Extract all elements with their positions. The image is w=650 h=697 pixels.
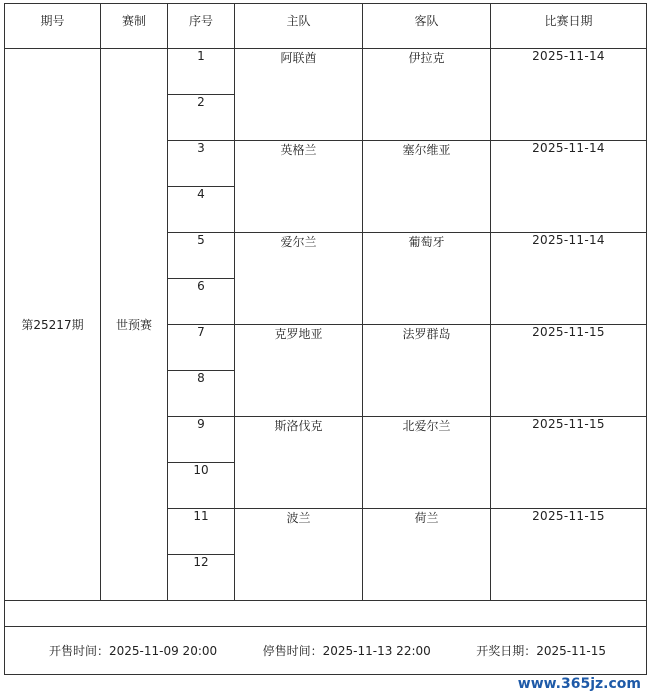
schedule-table (4, 3, 647, 675)
home-team: 斯洛伐克 (235, 417, 363, 509)
seq-cell: 9 (168, 417, 235, 463)
match-date: 2025-11-15 (491, 417, 647, 509)
away-team: 伊拉克 (363, 49, 491, 141)
seq-cell: 5 (168, 233, 235, 279)
away-team: 荷兰 (363, 509, 491, 601)
header-format: 赛制 (101, 4, 168, 49)
table-row (5, 49, 647, 95)
away-team: 塞尔维亚 (363, 141, 491, 233)
sale-stop-time: 停售时间：2025-11-13 22:00 (262, 644, 431, 658)
home-team: 波兰 (235, 509, 363, 601)
home-team: 英格兰 (235, 141, 363, 233)
match-date: 2025-11-14 (491, 49, 647, 141)
seq-cell: 10 (168, 463, 235, 509)
draw-date: 开奖日期：2025-11-15 (476, 644, 606, 658)
seq-cell: 4 (168, 187, 235, 233)
seq-cell: 2 (168, 95, 235, 141)
seq-cell: 12 (168, 555, 235, 601)
seq-cell: 3 (168, 141, 235, 187)
blank-row (5, 601, 647, 627)
footer-row (5, 627, 647, 675)
away-team: 葡萄牙 (363, 233, 491, 325)
seq-cell: 6 (168, 279, 235, 325)
blank-cell (5, 601, 647, 627)
away-team: 法罗群岛 (363, 325, 491, 417)
header-home: 主队 (235, 4, 363, 49)
footer-cell (5, 627, 647, 675)
match-date: 2025-11-14 (491, 233, 647, 325)
match-date: 2025-11-15 (491, 325, 647, 417)
match-date: 2025-11-14 (491, 141, 647, 233)
sale-start-time: 开售时间：2025-11-09 20:00 (49, 644, 218, 658)
header-date: 比赛日期 (491, 4, 647, 49)
watermark: www.365jz.com (515, 676, 644, 692)
home-team: 爱尔兰 (235, 233, 363, 325)
away-team: 北爱尔兰 (363, 417, 491, 509)
period-cell: 第25217期 (5, 49, 101, 601)
match-date: 2025-11-15 (491, 509, 647, 601)
header-away: 客队 (363, 4, 491, 49)
header-row (5, 4, 647, 49)
format-cell: 世预赛 (101, 49, 168, 601)
home-team: 克罗地亚 (235, 325, 363, 417)
seq-cell: 7 (168, 325, 235, 371)
seq-cell: 8 (168, 371, 235, 417)
header-period: 期号 (5, 4, 101, 49)
seq-cell: 1 (168, 49, 235, 95)
home-team: 阿联酋 (235, 49, 363, 141)
seq-cell: 11 (168, 509, 235, 555)
header-seq: 序号 (168, 4, 235, 49)
